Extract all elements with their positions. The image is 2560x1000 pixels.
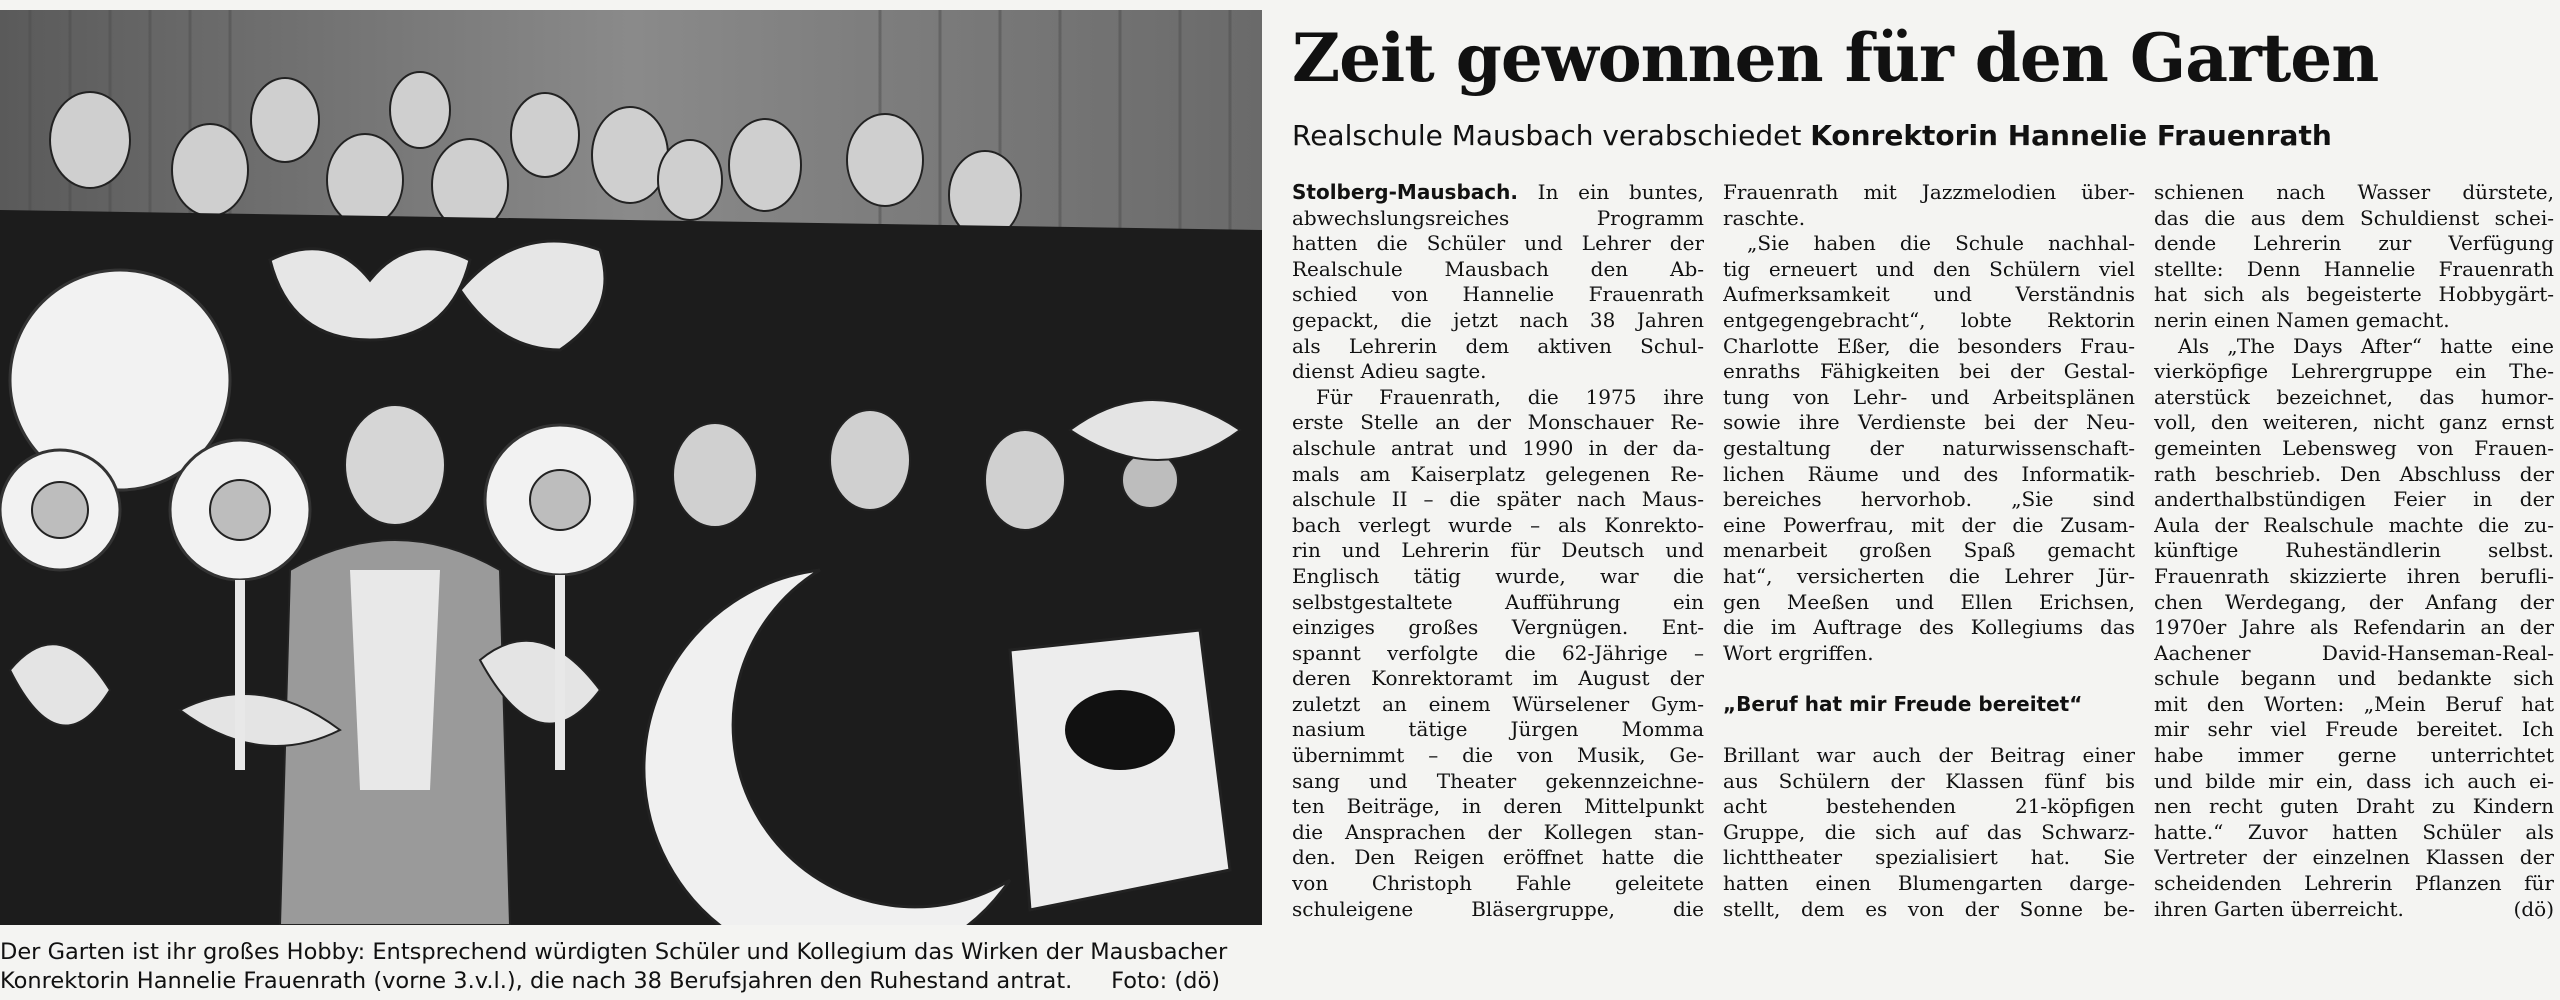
text-line-content: In ein buntes, (1537, 180, 1704, 204)
text-line: hat“, versicherten die Lehrer Jür- (1723, 563, 2135, 588)
text-line: nerin einen Namen gemacht. (2154, 307, 2450, 332)
photo-credit: Foto: (dö) (1111, 968, 1220, 994)
text-line: übernimmt – die von Musik, Ge- (1292, 743, 1704, 768)
article-photo (0, 10, 1262, 925)
text-line: hatten einen Blumengarten darge- (1723, 871, 2135, 896)
article-column-1 (1292, 180, 1704, 1000)
text-line: von Christoph Fahle geleitete (1292, 871, 1704, 896)
text-line: chen Werdegang, der Anfang der (2154, 589, 2554, 614)
text-line: lichen Räume und des Informatik- (1723, 461, 2135, 486)
text-line: tung von Lehr- und Arbeitsplänen (1723, 384, 2135, 409)
text-line: gemeinten Lebensweg von Frauen- (2154, 435, 2554, 460)
text-line: zuletzt an einem Würselener Gym- (1292, 691, 1704, 716)
text-line: Realschule Mausbach den Ab- (1292, 256, 1704, 281)
text-line: aus Schülern der Klassen fünf bis (1723, 768, 2135, 793)
text-line: hatte.“ Zuvor hatten Schüler als (2154, 819, 2554, 844)
text-line: das die aus dem Schuldienst schei- (2154, 205, 2554, 230)
text-line: habe immer gerne unterrichtet (2154, 743, 2554, 768)
text-line: dende Lehrerin zur Verfügung (2154, 231, 2554, 256)
text-line: alschule II – die später nach Maus- (1292, 487, 1704, 512)
subhead-plain: Realschule Mausbach verabschiedet (1292, 119, 1811, 152)
spacer (1723, 666, 2135, 692)
article-subhead (1292, 114, 2552, 158)
text-line: anderthalbstündigen Feier in der (2154, 487, 2554, 512)
text-line: abwechslungsreiches Programm (1292, 205, 1704, 230)
text-line: lichttheater spezialisiert hat. Sie (1723, 845, 2135, 870)
text-line: selbstgestaltete Aufführung ein (1292, 589, 1704, 614)
text-line: und bilde mir ein, dass ich auch ei- (2154, 768, 2554, 793)
text-line: gestaltung der naturwissenschaft- (1723, 435, 2135, 460)
text-line: aterstück bezeichnet, das humor- (2154, 384, 2554, 409)
text-line: Als „The Days After“ hatte eine (2178, 333, 2554, 358)
text-line: stellte: Denn Hannelie Frauenrath (2154, 256, 2554, 281)
text-line: enraths Fähigkeiten bei der Gestal- (1723, 359, 2135, 384)
caption-text: Konrektorin Hannelie Frauenrath (vorne 3.v.l.), die nach 38 Berufsjahren den Ruhestand antrat. (0, 968, 1073, 994)
text-line: schied von Hannelie Frauenrath (1292, 282, 1704, 307)
article-column-2 (1723, 180, 2135, 1000)
text-line: Wort ergriffen. (1723, 640, 1874, 665)
article-column-3 (2154, 180, 2554, 1000)
text-line: deren Konrektoramt im August der (1292, 666, 1704, 691)
text-line: als Lehrerin dem aktiven Schul- (1292, 333, 1704, 358)
text-line: Gruppe, die sich auf das Schwarz- (1723, 819, 2135, 844)
text-line: Brillant war auch der Beitrag einer (1723, 743, 2135, 768)
text-line: schienen nach Wasser dürstete, (2154, 180, 2554, 204)
text-line: 1970er Jahre als Refendarin an der (2154, 615, 2554, 640)
text-line: schule begann und bedankte sich (2154, 666, 2554, 691)
text-line: „Sie haben die Schule nachhal- (1747, 231, 2135, 256)
text-line: hat sich als begeisterte Hobbygärt- (2154, 282, 2554, 307)
text-line: Frauenrath mit Jazzmelodien über- (1723, 180, 2135, 204)
text-line: Für Frauenrath, die 1975 ihre (1316, 384, 1704, 409)
caption-line-2 (0, 967, 1262, 996)
article-headline: Zeit gewonnen für den Garten (1292, 19, 2379, 97)
text-line: nasium tätige Jürgen Momma (1292, 717, 1704, 742)
text-line: den. Den Reigen eröffnet hatte die (1292, 845, 1704, 870)
text-line (1292, 180, 1704, 206)
text-line: Charlotte Eßer, die besonders Frau- (1723, 333, 2135, 358)
text-line: die im Auftrage des Kollegiums das (1723, 615, 2135, 640)
text-line: stellt, dem es von der Sonne be- (1723, 896, 2135, 921)
text-line: die Ansprachen der Kollegen stan- (1292, 819, 1704, 844)
text-line: sowie ihre Verdienste bei der Neu- (1723, 410, 2135, 435)
text-line: mals am Kaiserplatz gelegenen Re- (1292, 461, 1704, 486)
text-line: Aufmerksamkeit und Verständnis (1723, 282, 2135, 307)
text-line: entgegengebracht“, lobte Rektorin (1723, 307, 2135, 332)
text-line: acht bestehenden 21-köpfigen (1723, 794, 2135, 819)
photo-caption (0, 938, 1262, 1000)
text-line: rin und Lehrerin für Deutsch und (1292, 538, 1704, 563)
text-line: voll, den weiteren, nicht ganz ernst (2154, 410, 2554, 435)
text-line: rath beschrieb. Den Abschluss der (2154, 461, 2554, 486)
text-line: Englisch tätig wurde, war die (1292, 563, 1704, 588)
text-line: mir sehr viel Freude bereitet. Ich (2154, 717, 2554, 742)
text-line: alschule antrat und 1990 in der da- (1292, 435, 1704, 460)
text-line: künftige Ruheständlerin selbst. (2154, 538, 2554, 563)
text-line: sang und Theater gekennzeichne- (1292, 768, 1704, 793)
text-line: erste Stelle an der Monschauer Re- (1292, 410, 1704, 435)
text-line: mit den Worten: „Mein Beruf hat (2154, 691, 2554, 716)
text-line: schuleigene Bläsergruppe, die (1292, 896, 1704, 921)
text-line: eine Powerfrau, mit der die Zusam- (1723, 512, 2135, 537)
text-line: hatten die Schüler und Lehrer der (1292, 231, 1704, 256)
text-line: Frauenrath skizzierte ihren berufli- (2154, 563, 2554, 588)
text-line: nen recht guten Draht zu Kindern (2154, 794, 2554, 819)
text-line: ten Beiträge, in deren Mittelpunkt (1292, 794, 1704, 819)
text-line: einziges großes Vergnügen. Ent- (1292, 615, 1704, 640)
author-tag: (dö) (2513, 896, 2554, 921)
text-line: Vertreter der einzelnen Klassen der (2154, 845, 2554, 870)
text-line: gepackt, die jetzt nach 38 Jahren (1292, 307, 1704, 332)
text-line: vierköpfige Lehrergruppe ein The- (2154, 359, 2554, 384)
section-subheading: „Beruf hat mir Freude bereitet“ (1723, 691, 2083, 716)
text-line: menarbeit großen Spaß gemacht (1723, 538, 2135, 563)
subhead-bold: Konrektorin Hannelie Frauenrath (1810, 119, 2332, 152)
text-line: Aula der Realschule machte die zu- (2154, 512, 2554, 537)
text-line: bach verlegt wurde – als Konrekto- (1292, 512, 1704, 537)
spacer (1723, 717, 2135, 743)
dateline: Stolberg-Mausbach. (1292, 180, 1518, 204)
text-line: Aachener David-Hanseman-Real- (2154, 640, 2554, 665)
text-line: spannt verfolgte die 62-Jährige – (1292, 640, 1704, 665)
text-line (2154, 897, 2554, 923)
text-line: bereiches hervorhob. „Sie sind (1723, 487, 2135, 512)
text-line: tig erneuert und den Schülern viel (1723, 256, 2135, 281)
photo-illustration (0, 10, 1262, 925)
text-line: gen Meeßen und Ellen Erichsen, (1723, 589, 2135, 614)
caption-line-1: Der Garten ist ihr großes Hobby: Entsprechend würdigten Schüler und Kollegium das Wirken der Mausbacher (0, 939, 1228, 965)
text-line-content: ihren Garten überreicht. (2154, 896, 2404, 921)
text-line: dienst Adieu sagte. (1292, 359, 1487, 384)
text-line: raschte. (1723, 205, 1806, 230)
text-line: scheidenden Lehrerin Pflanzen für (2154, 871, 2554, 896)
